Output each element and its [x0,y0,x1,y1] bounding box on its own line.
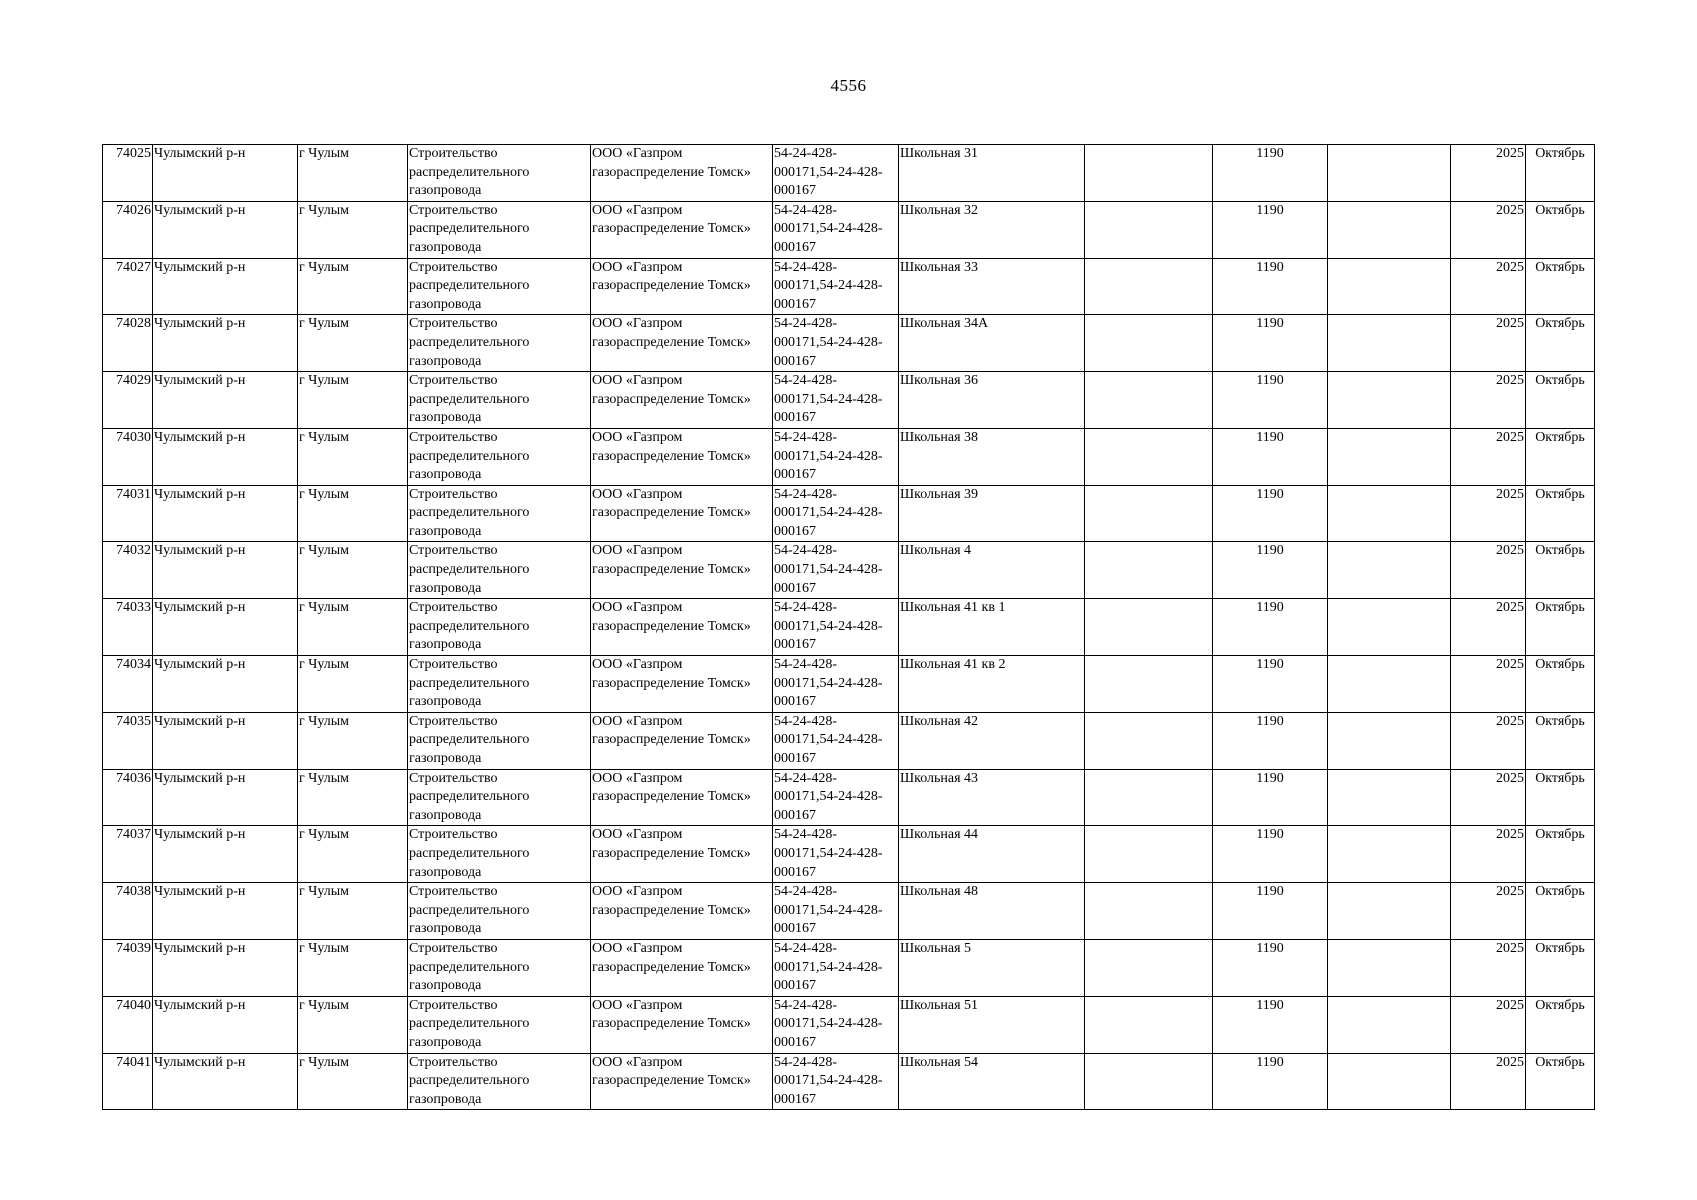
table-row [103,372,1595,429]
empty-cell [1085,939,1213,996]
locality-cell: г Чулым [298,315,408,372]
quantity-cell: 1190 [1213,372,1328,429]
month-cell: Октябрь [1526,996,1595,1053]
month-cell: Октябрь [1526,939,1595,996]
address-cell: Школьная 32 [899,201,1085,258]
cadastral-number-cell: 54-24-428-000171,54-24-428-000167 [773,599,899,656]
address-cell: Школьная 44 [899,826,1085,883]
empty-cell [1085,201,1213,258]
address-cell: Школьная 38 [899,428,1085,485]
address-cell: Школьная 42 [899,712,1085,769]
row-number: 74032 [103,542,153,599]
work-type-cell: Строительство распределительного газопровода [408,939,591,996]
row-number: 74035 [103,712,153,769]
district-cell: Чулымский р-н [153,599,298,656]
address-cell: Школьная 41 кв 1 [899,599,1085,656]
empty-cell [1085,712,1213,769]
month-cell: Октябрь [1526,258,1595,315]
locality-cell: г Чулым [298,656,408,713]
locality-cell: г Чулым [298,769,408,826]
row-number: 74037 [103,826,153,883]
table-row [103,712,1595,769]
organization-cell: ООО «Газпром газораспределение Томск» [591,145,773,202]
year-cell: 2025 [1451,883,1526,940]
month-cell: Октябрь [1526,826,1595,883]
empty-cell [1328,201,1451,258]
work-type-cell: Строительство распределительного газопровода [408,712,591,769]
quantity-cell: 1190 [1213,145,1328,202]
row-number: 74031 [103,485,153,542]
empty-cell [1328,485,1451,542]
address-cell: Школьная 34А [899,315,1085,372]
empty-cell [1328,542,1451,599]
locality-cell: г Чулым [298,428,408,485]
empty-cell [1085,315,1213,372]
empty-cell [1085,883,1213,940]
work-type-cell: Строительство распределительного газопровода [408,485,591,542]
district-cell: Чулымский р-н [153,656,298,713]
district-cell: Чулымский р-н [153,315,298,372]
work-type-cell: Строительство распределительного газопровода [408,428,591,485]
organization-cell: ООО «Газпром газораспределение Томск» [591,372,773,429]
organization-cell: ООО «Газпром газораспределение Томск» [591,315,773,372]
empty-cell [1328,656,1451,713]
table-row [103,1053,1595,1110]
year-cell: 2025 [1451,939,1526,996]
address-cell: Школьная 48 [899,883,1085,940]
quantity-cell: 1190 [1213,428,1328,485]
locality-cell: г Чулым [298,201,408,258]
empty-cell [1085,826,1213,883]
empty-cell [1328,145,1451,202]
locality-cell: г Чулым [298,939,408,996]
empty-cell [1085,996,1213,1053]
organization-cell: ООО «Газпром газораспределение Томск» [591,939,773,996]
organization-cell: ООО «Газпром газораспределение Томск» [591,1053,773,1110]
page-number: 4556 [830,76,867,95]
cadastral-number-cell: 54-24-428-000171,54-24-428-000167 [773,712,899,769]
empty-cell [1328,258,1451,315]
empty-cell [1085,145,1213,202]
cadastral-number-cell: 54-24-428-000171,54-24-428-000167 [773,145,899,202]
month-cell: Октябрь [1526,201,1595,258]
row-number: 74034 [103,656,153,713]
quantity-cell: 1190 [1213,201,1328,258]
organization-cell: ООО «Газпром газораспределение Томск» [591,542,773,599]
work-type-cell: Строительство распределительного газопровода [408,883,591,940]
row-number: 74036 [103,769,153,826]
month-cell: Октябрь [1526,428,1595,485]
empty-cell [1328,996,1451,1053]
cadastral-number-cell: 54-24-428-000171,54-24-428-000167 [773,769,899,826]
row-number: 74027 [103,258,153,315]
empty-cell [1085,656,1213,713]
locality-cell: г Чулым [298,883,408,940]
district-cell: Чулымский р-н [153,769,298,826]
quantity-cell: 1190 [1213,996,1328,1053]
empty-cell [1328,769,1451,826]
empty-cell [1085,258,1213,315]
quantity-cell: 1190 [1213,485,1328,542]
quantity-cell: 1190 [1213,712,1328,769]
work-type-cell: Строительство распределительного газопровода [408,1053,591,1110]
year-cell: 2025 [1451,258,1526,315]
locality-cell: г Чулым [298,145,408,202]
address-cell: Школьная 33 [899,258,1085,315]
month-cell: Октябрь [1526,145,1595,202]
month-cell: Октябрь [1526,712,1595,769]
table-row [103,826,1595,883]
table-row [103,883,1595,940]
work-type-cell: Строительство распределительного газопровода [408,826,591,883]
quantity-cell: 1190 [1213,542,1328,599]
organization-cell: ООО «Газпром газораспределение Томск» [591,883,773,940]
cadastral-number-cell: 54-24-428-000171,54-24-428-000167 [773,1053,899,1110]
table-row [103,769,1595,826]
district-cell: Чулымский р-н [153,883,298,940]
row-number: 74040 [103,996,153,1053]
register-table [102,144,1595,1110]
address-cell: Школьная 43 [899,769,1085,826]
work-type-cell: Строительство распределительного газопровода [408,315,591,372]
district-cell: Чулымский р-н [153,372,298,429]
district-cell: Чулымский р-н [153,1053,298,1110]
district-cell: Чулымский р-н [153,258,298,315]
work-type-cell: Строительство распределительного газопровода [408,145,591,202]
organization-cell: ООО «Газпром газораспределение Томск» [591,201,773,258]
address-cell: Школьная 54 [899,1053,1085,1110]
district-cell: Чулымский р-н [153,939,298,996]
empty-cell [1085,372,1213,429]
work-type-cell: Строительство распределительного газопровода [408,542,591,599]
empty-cell [1328,1053,1451,1110]
month-cell: Октябрь [1526,1053,1595,1110]
empty-cell [1085,599,1213,656]
cadastral-number-cell: 54-24-428-000171,54-24-428-000167 [773,883,899,940]
district-cell: Чулымский р-н [153,201,298,258]
empty-cell [1085,428,1213,485]
address-cell: Школьная 39 [899,485,1085,542]
empty-cell [1328,939,1451,996]
year-cell: 2025 [1451,826,1526,883]
empty-cell [1085,769,1213,826]
district-cell: Чулымский р-н [153,542,298,599]
table-row [103,428,1595,485]
month-cell: Октябрь [1526,883,1595,940]
organization-cell: ООО «Газпром газораспределение Томск» [591,996,773,1053]
year-cell: 2025 [1451,712,1526,769]
quantity-cell: 1190 [1213,826,1328,883]
table-row [103,145,1595,202]
year-cell: 2025 [1451,145,1526,202]
quantity-cell: 1190 [1213,769,1328,826]
locality-cell: г Чулым [298,542,408,599]
quantity-cell: 1190 [1213,939,1328,996]
empty-cell [1328,599,1451,656]
locality-cell: г Чулым [298,485,408,542]
month-cell: Октябрь [1526,485,1595,542]
quantity-cell: 1190 [1213,315,1328,372]
row-number: 74038 [103,883,153,940]
organization-cell: ООО «Газпром газораспределение Томск» [591,599,773,656]
year-cell: 2025 [1451,996,1526,1053]
year-cell: 2025 [1451,1053,1526,1110]
locality-cell: г Чулым [298,1053,408,1110]
row-number: 74030 [103,428,153,485]
locality-cell: г Чулым [298,372,408,429]
work-type-cell: Строительство распределительного газопровода [408,996,591,1053]
table-row [103,996,1595,1053]
work-type-cell: Строительство распределительного газопровода [408,656,591,713]
address-cell: Школьная 4 [899,542,1085,599]
work-type-cell: Строительство распределительного газопровода [408,372,591,429]
address-cell: Школьная 36 [899,372,1085,429]
month-cell: Октябрь [1526,599,1595,656]
address-cell: Школьная 41 кв 2 [899,656,1085,713]
cadastral-number-cell: 54-24-428-000171,54-24-428-000167 [773,542,899,599]
month-cell: Октябрь [1526,542,1595,599]
cadastral-number-cell: 54-24-428-000171,54-24-428-000167 [773,996,899,1053]
quantity-cell: 1190 [1213,656,1328,713]
cadastral-number-cell: 54-24-428-000171,54-24-428-000167 [773,485,899,542]
month-cell: Октябрь [1526,769,1595,826]
year-cell: 2025 [1451,428,1526,485]
quantity-cell: 1190 [1213,883,1328,940]
address-cell: Школьная 31 [899,145,1085,202]
year-cell: 2025 [1451,372,1526,429]
quantity-cell: 1190 [1213,1053,1328,1110]
empty-cell [1328,826,1451,883]
year-cell: 2025 [1451,599,1526,656]
month-cell: Октябрь [1526,656,1595,713]
work-type-cell: Строительство распределительного газопровода [408,599,591,656]
work-type-cell: Строительство распределительного газопровода [408,201,591,258]
locality-cell: г Чулым [298,826,408,883]
organization-cell: ООО «Газпром газораспределение Томск» [591,826,773,883]
organization-cell: ООО «Газпром газораспределение Томск» [591,258,773,315]
empty-cell [1328,883,1451,940]
table-row [103,258,1595,315]
row-number: 74025 [103,145,153,202]
empty-cell [1328,712,1451,769]
locality-cell: г Чулым [298,258,408,315]
year-cell: 2025 [1451,542,1526,599]
cadastral-number-cell: 54-24-428-000171,54-24-428-000167 [773,315,899,372]
row-number: 74026 [103,201,153,258]
empty-cell [1085,485,1213,542]
year-cell: 2025 [1451,656,1526,713]
district-cell: Чулымский р-н [153,428,298,485]
table-row [103,599,1595,656]
row-number: 74029 [103,372,153,429]
work-type-cell: Строительство распределительного газопровода [408,258,591,315]
row-number: 74028 [103,315,153,372]
cadastral-number-cell: 54-24-428-000171,54-24-428-000167 [773,428,899,485]
locality-cell: г Чулым [298,996,408,1053]
month-cell: Октябрь [1526,372,1595,429]
district-cell: Чулымский р-н [153,485,298,542]
empty-cell [1085,1053,1213,1110]
table-row [103,485,1595,542]
cadastral-number-cell: 54-24-428-000171,54-24-428-000167 [773,258,899,315]
organization-cell: ООО «Газпром газораспределение Томск» [591,428,773,485]
month-cell: Октябрь [1526,315,1595,372]
district-cell: Чулымский р-н [153,996,298,1053]
table-row [103,542,1595,599]
row-number: 74041 [103,1053,153,1110]
locality-cell: г Чулым [298,712,408,769]
cadastral-number-cell: 54-24-428-000171,54-24-428-000167 [773,201,899,258]
empty-cell [1085,542,1213,599]
organization-cell: ООО «Газпром газораспределение Томск» [591,769,773,826]
cadastral-number-cell: 54-24-428-000171,54-24-428-000167 [773,656,899,713]
quantity-cell: 1190 [1213,599,1328,656]
cadastral-number-cell: 54-24-428-000171,54-24-428-000167 [773,372,899,429]
organization-cell: ООО «Газпром газораспределение Томск» [591,712,773,769]
organization-cell: ООО «Газпром газораспределение Томск» [591,485,773,542]
address-cell: Школьная 51 [899,996,1085,1053]
organization-cell: ООО «Газпром газораспределение Томск» [591,656,773,713]
cadastral-number-cell: 54-24-428-000171,54-24-428-000167 [773,826,899,883]
table-row [103,315,1595,372]
year-cell: 2025 [1451,485,1526,542]
work-type-cell: Строительство распределительного газопровода [408,769,591,826]
district-cell: Чулымский р-н [153,712,298,769]
empty-cell [1328,315,1451,372]
year-cell: 2025 [1451,201,1526,258]
register-body [103,145,1595,1110]
locality-cell: г Чулым [298,599,408,656]
district-cell: Чулымский р-н [153,145,298,202]
quantity-cell: 1190 [1213,258,1328,315]
empty-cell [1328,372,1451,429]
empty-cell [1328,428,1451,485]
district-cell: Чулымский р-н [153,826,298,883]
year-cell: 2025 [1451,315,1526,372]
row-number: 74033 [103,599,153,656]
address-cell: Школьная 5 [899,939,1085,996]
cadastral-number-cell: 54-24-428-000171,54-24-428-000167 [773,939,899,996]
table-row [103,939,1595,996]
table-row [103,201,1595,258]
row-number: 74039 [103,939,153,996]
table-row [103,656,1595,713]
year-cell: 2025 [1451,769,1526,826]
